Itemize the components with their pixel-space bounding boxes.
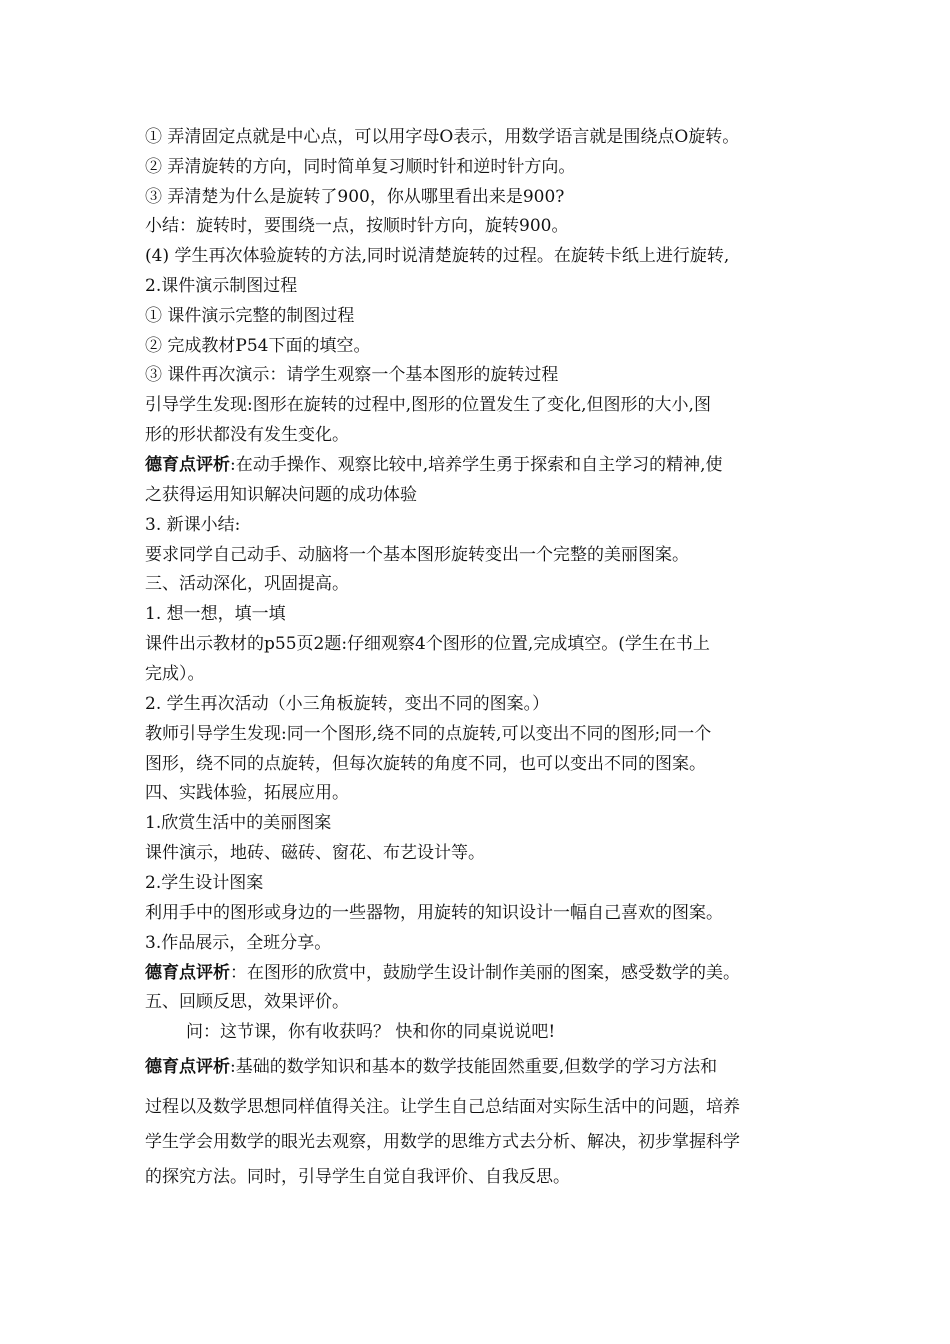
section-heading: 三、活动深化，巩固提高。 <box>145 574 349 594</box>
text-line: ③ 课件再次演示：请学生观察一个基本图形的旋转过程 <box>145 365 559 385</box>
section-heading: 四、实践体验，拓展应用。 <box>145 783 349 803</box>
text-line: ③ 弄清楚为什么是旋转了900，你从哪里看出来是900? <box>145 187 565 207</box>
text-line: 2.课件演示制图过程 <box>145 276 298 296</box>
text-line: ① 课件演示完整的制图过程 <box>145 306 355 326</box>
commentary-label: 德育点评析 <box>145 1057 230 1077</box>
text-line: 利用手中的图形或身边的一些器物，用旋转的知识设计一幅自己喜欢的图案。 <box>145 903 723 923</box>
commentary-line <box>145 454 815 476</box>
text-line: 引导学生发现:图形在旋转的过程中,图形的位置发生了变化,但图形的大小,图 <box>145 395 711 415</box>
text-line: 形的形状都没有发生变化。 <box>145 425 349 445</box>
commentary-line <box>145 962 815 984</box>
commentary-line <box>145 1056 815 1078</box>
text-line: 之获得运用知识解决问题的成功体验 <box>145 485 417 505</box>
text-line: 课件演示，地砖、磁砖、窗花、布艺设计等。 <box>145 843 485 863</box>
text-line: 的探究方法。同时，引导学生自觉自我评价、自我反思。 <box>145 1167 570 1187</box>
text-line: 图形，绕不同的点旋转，但每次旋转的角度不同，也可以变出不同的图案。 <box>145 754 706 774</box>
text-line: 1.欣赏生活中的美丽图案 <box>145 813 332 833</box>
text-line: 2.学生设计图案 <box>145 873 264 893</box>
text-line: ① 弄清固定点就是中心点，可以用字母O表示，用数学语言就是围绕点O旋转。 <box>145 127 740 147</box>
commentary-label: 德育点评析 <box>145 963 230 983</box>
text-line: ② 完成教材P54下面的填空。 <box>145 336 371 356</box>
commentary-label: 德育点评析 <box>145 455 230 475</box>
text-line: 3.作品展示，全班分享。 <box>145 933 332 953</box>
text-line: ② 弄清旋转的方向，同时简单复习顺时针和逆时针方向。 <box>145 157 576 177</box>
text-line: 完成）。 <box>145 664 205 684</box>
text-line: 1. 想一想，填一填 <box>145 604 286 624</box>
text-line: 3. 新课小结: <box>145 515 241 535</box>
text-line: 2. 学生再次活动（小三角板旋转，变出不同的图案。） <box>145 694 550 714</box>
text-line: 问：这节课，你有收获吗？ 快和你的同桌说说吧! <box>186 1022 556 1042</box>
section-heading: 五、回顾反思，效果评价。 <box>145 992 349 1012</box>
text-line: (4) 学生再次体验旋转的方法,同时说清楚旋转的过程。在旋转卡纸上进行旋转, <box>145 246 730 266</box>
text-line: 课件出示教材的p55页2题:仔细观察4个图形的位置,完成填空。(学生在书上 <box>145 634 710 654</box>
commentary-text: :基础的数学知识和基本的数学技能固然重要,但数学的学习方法和 <box>230 1057 718 1077</box>
text-line: 学生学会用数学的眼光去观察，用数学的思维方式去分析、解决，初步掌握科学 <box>145 1132 740 1152</box>
commentary-text: :在动手操作、观察比较中,培养学生勇于探索和自主学习的精神,使 <box>230 455 723 475</box>
text-line: 小结：旋转时，要围绕一点，按顺时针方向，旋转900。 <box>145 216 569 236</box>
text-line: 过程以及数学思想同样值得关注。让学生自己总结面对实际生活中的问题，培养 <box>145 1097 740 1117</box>
text-line: 教师引导学生发现:同一个图形,绕不同的点旋转,可以变出不同的图形;同一个 <box>145 724 712 744</box>
text-line: 要求同学自己动手、动脑将一个基本图形旋转变出一个完整的美丽图案。 <box>145 545 689 565</box>
commentary-text: ：在图形的欣赏中，鼓励学生设计制作美丽的图案，感受数学的美。 <box>230 963 740 983</box>
